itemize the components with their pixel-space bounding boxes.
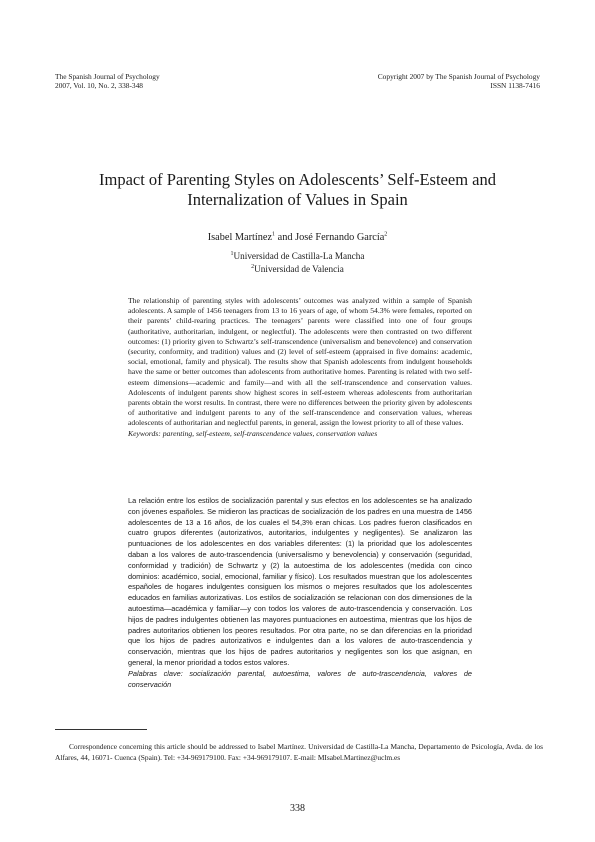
author-2: José Fernando García — [295, 232, 385, 243]
affiliation-2 — [60, 264, 535, 274]
journal-citation: 2007, Vol. 10, No. 2, 338-348 — [55, 81, 144, 90]
footnote-divider — [55, 729, 147, 730]
abstract-english-text: The relationship of parenting styles with adolescents’ outcomes was analyzed within a sample of Spanish adolescents. A sample of 1456 teenagers from 13 to 16 years of age, of whom 54.3% were females, reported on their parents’ child-rearing practices. The teenagers’ parents were classified into one of four groups (authoritative, authoritarian, indulgent, or neglectful). The adolescents were then contrasted on two different outcomes: (1) priority given to Schwartz’s self-transcendence (universalism and benevolence) and conservation (security, conformity, and tradition) values and (2) level of self-esteem (appraised in five domains: academic, social, emotional, family and physical). The results show that Spanish adolescents from indulgent households have the same or better outcomes than adolescents from authoritative homes. Parenting is related with two self-esteem dimensions—academic and family—and with all the self-transcendence and conservation values. Adolescents of indulgent parents show highest scores in self-esteem whereas adolescents from authoritarian parents obtain the worst results. In contrast, there were no differences between the priority given by adolescents of authoritative and indulgent parents to any of the self-transcendence and conservation values, whereas adolescents of authoritarian and neglectful parents, in general, assign the lowest priority to all of these values. — [128, 296, 472, 428]
affiliation-2-mark: 2 — [251, 263, 255, 270]
article-title-line2: Internalization of Values in Spain — [187, 190, 408, 209]
abstract-english — [128, 296, 472, 439]
correspondence-text: Correspondence concerning this article should be addressed to Isabel Martínez. Universidad de Castilla-La Mancha, Departamento de Psicología, Avda. de los Alfares, 44, 16071- Cuenca (Spain). Tel: +34-969179100. Fax: +34-969179107. E-mail: MIsabel.Martinez@uclm.es — [55, 742, 543, 763]
abstract-spanish-keywords: Palabras clave: socialización parental, autoestima, valores de auto-trascendencia, valores de conservación — [128, 668, 472, 689]
affiliation-1 — [60, 251, 535, 261]
correspondence-footnote — [55, 741, 543, 763]
article-title — [60, 170, 535, 210]
affiliation-1-mark: 1 — [230, 250, 234, 257]
copyright-notice: Copyright 2007 by The Spanish Journal of Psychology — [377, 72, 540, 81]
affiliation-2-name: Universidad de Valencia — [254, 264, 344, 274]
running-header-right — [378, 72, 540, 90]
page-number: 338 — [290, 803, 305, 814]
author-2-affiliation-mark: 2 — [384, 231, 388, 238]
abstract-spanish — [128, 496, 472, 690]
abstract-spanish-text: La relación entre los estilos de socialización parental y sus efectos en los adolescentes se ha analizado con jóvenes españoles. Se midieron las practicas de socialización de los padres en una muestra de 1456 adolescentes de 13 a 16 años, de los cuales el 54,3% eran chicas. Los padres fueron clasificados en cuatro grupos diferentes (autorizativos, autoritarios, indulgentes y negligentes). Se analizaron las puntuaciones de los adolescentes en dos variables diferentes: (1) la prioridad que los adolescentes daban a los valores de auto-trascendencia (universalismo y benevolencia) y conservación (seguridad, conformidad y tradición) de Schwartz y (2) la autoestima de los adolescentes (medida con cinco dominios: académico, social, emocional, familiar y físico). Los resultados muestran que los adolescentes españoles de hogares indulgentes consiguen los mismos o mejores resultados que los adolescentes educados en familias autorizativas. Los estilos de socialización se relacionan con dos dimensiones de la autoestima—académica y familiar—y con todos los valores de auto-trascendencia y conservación. Los hijos de padres indulgentes obtienen las mayores puntuaciones en autoestima, mientras que los hijos de padres autoritarios obtienen los peores resultados. Por otra parte, no se dan diferencias en la prioridad que los hijos de padres autorizativos e indulgentes dan a los valores de auto-trascendencia y conservación, mientras que los hijos de padres autoritarios y negligentes son los que asignan, en general, la menor prioridad a todos estos valores. — [128, 496, 472, 667]
issn: ISSN 1138-7416 — [490, 81, 540, 90]
author-1: Isabel Martínez — [207, 232, 273, 243]
affiliation-1-name: Universidad de Castilla-La Mancha — [233, 251, 365, 261]
journal-name: The Spanish Journal of Psychology — [55, 72, 160, 81]
author-line — [60, 232, 535, 243]
article-title-line1: Impact of Parenting Styles on Adolescents’ Self-Esteem and — [99, 170, 496, 189]
running-header-left — [55, 72, 160, 90]
author-connector: and — [275, 232, 296, 243]
abstract-english-keywords: Keywords: parenting, self-esteem, self-transcendence values, conservation values — [128, 428, 378, 438]
author-1-affiliation-mark: 1 — [272, 231, 276, 238]
